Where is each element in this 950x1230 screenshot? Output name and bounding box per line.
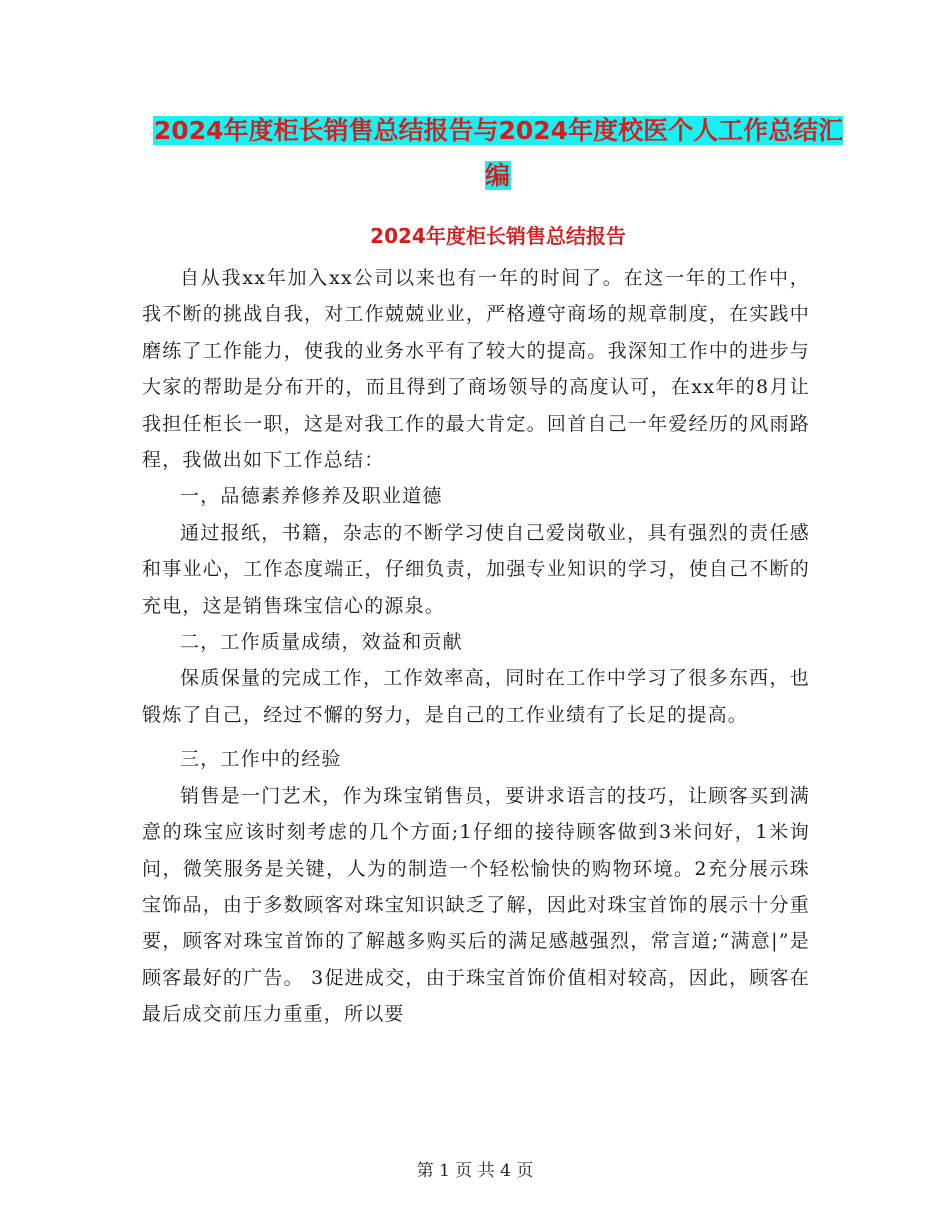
paragraph-experience: 销售是一门艺术，作为珠宝销售员，要讲求语言的技巧，让顾客买到满意的珠宝应该时刻考虑的几个方面;1仔细的接待顾客做到3米问好，1米询问，微笑服务是关键，人为的制造一个轻松愉快的购物环境。2充分展示珠宝饰品，由于多数顾客对珠宝知识缺乏了解，因此对珠宝首饰的展示十分重要，顾客对珠宝首饰的了解越多购买后的满足感越强烈，常言道;“满意|”是顾客最好的广告。 3促进成交，由于珠宝首饰价值相对较高，因此，顾客在最后成交前压力重重，所以要 [142,784,810,1026]
heading-experience: 三，工作中的经验 [180,748,342,771]
document-body [142,260,810,1033]
document-title-text: 2024年度柜长销售总结报告与2024年度校医个人工作总结汇编 [153,116,844,190]
section-title: 2024年度柜长销售总结报告 [370,224,626,248]
document-title [140,108,856,198]
heading-ethics: 一，品德素养修养及职业道德 [180,485,443,508]
paragraph-intro: 自从我xx年加入xx公司以来也有一年的时间了。在这一年的工作中，我不断的挑战自我，对工作兢兢业业，严格遵守商场的规章制度，在实践中磨练了工作能力，使我的业务水平有了较大的提高。我深知工作中的进步与大家的帮助是分布开的，而且得到了商场领导的高度认可，在xx年的8月让我担任柜长一职，这是对我工作的最大肯定。回首自己一年爱经历的风雨路程，我做出如下工作总结： [142,267,810,472]
page-footer: 第 1 页 共 4 页 [416,1161,534,1181]
paragraph-ethics: 通过报纸，书籍，杂志的不断学习使自己爱岗敬业，具有强烈的责任感和事业心，工作态度端正，仔细负责，加强专业知识的学习，使自己不断的充电，这是销售珠宝信心的源泉。 [142,521,810,617]
heading-quality: 二，工作质量成绩，效益和贡献 [180,631,463,654]
paragraph-quality: 保质保量的完成工作，工作效率高，同时在工作中学习了很多东西，也锻炼了自己，经过不懈的努力，是自己的工作业绩有了长足的提高。 [142,667,810,726]
